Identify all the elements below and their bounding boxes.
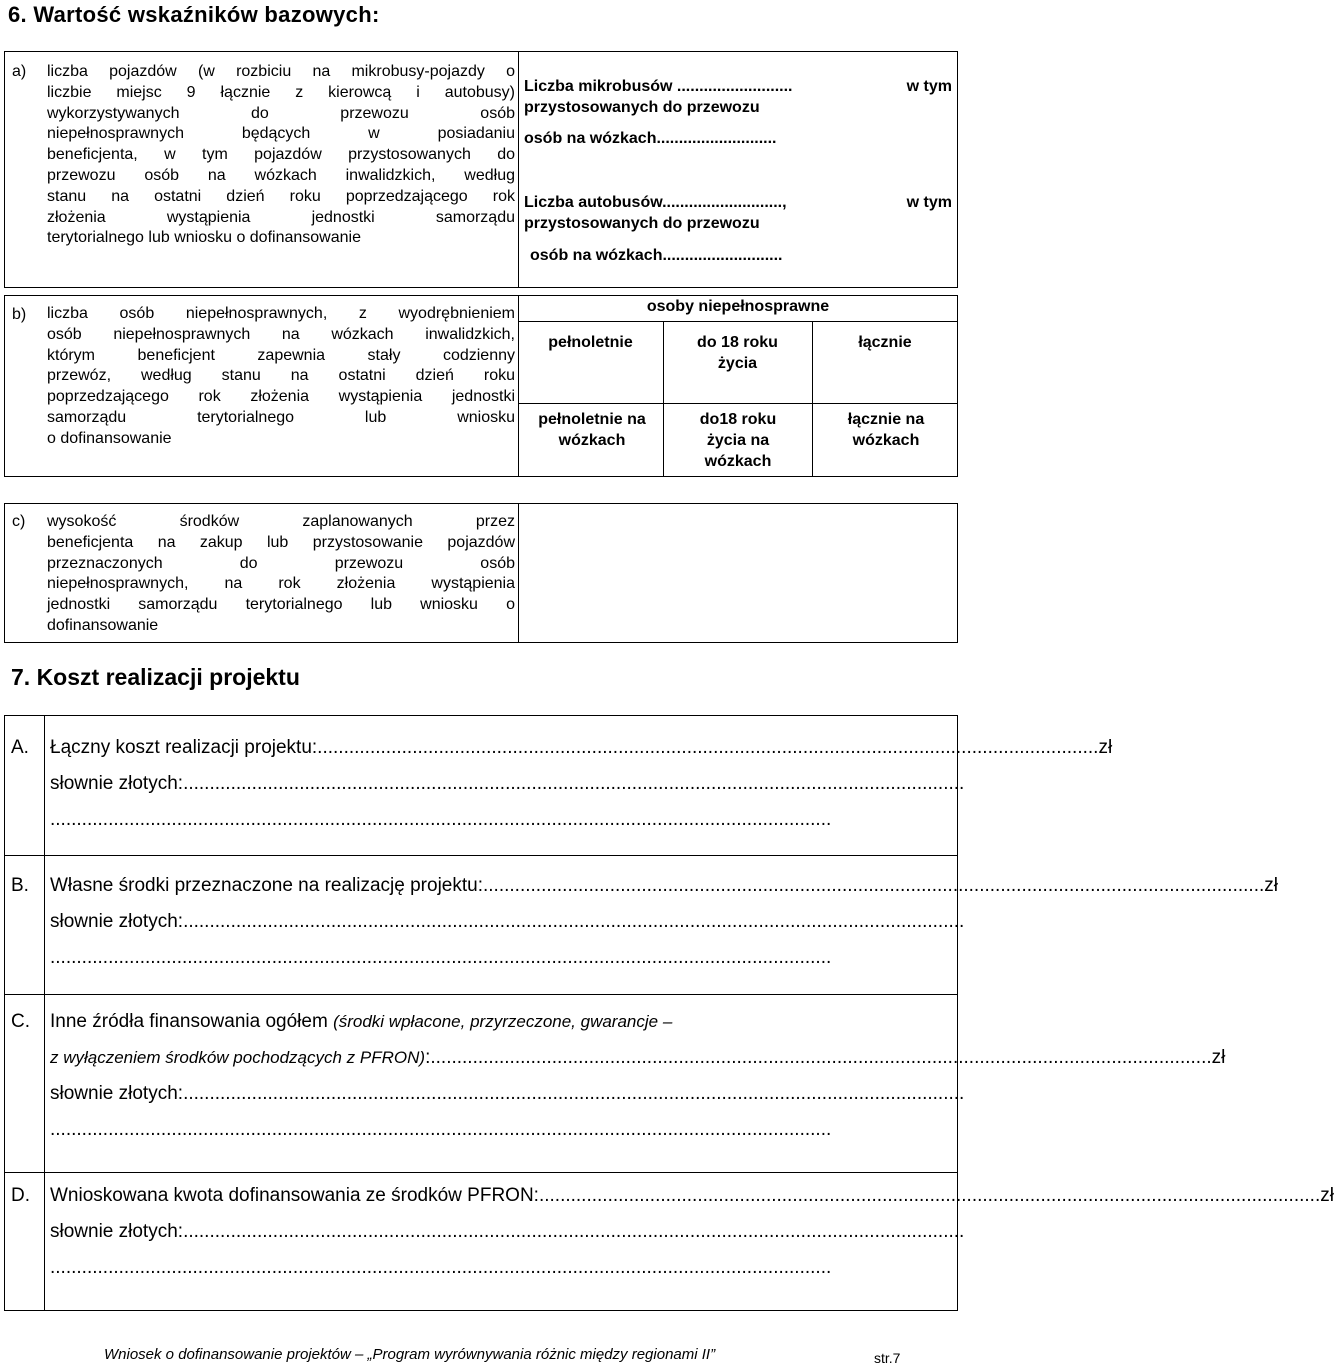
section-a-line: przewozu osób na wózkach inwalidzkich, według [47,166,515,184]
pfron-amount-words-cont[interactable] [50,1250,946,1286]
other-sources-words-dots-2: .................................................................................................................................................... [50,1119,832,1140]
minibus-adapted-label: przystosowanych do przewozu [524,99,760,116]
section-7-title: 7. Koszt realizacji projektu [11,664,300,690]
minibus-wtym-label: w tym [906,78,952,95]
table-row-divider [518,403,958,404]
row-c-content [50,1004,1226,1148]
section-b-line: liczba osób niepełnosprawnych, z wyodrębnieniem [47,305,515,322]
total-cost-words-field[interactable] [50,766,965,802]
pfron-amount-words-dots-2: .................................................................................................................................................... [50,1257,832,1278]
row-b-content [50,868,1278,976]
section-b-line: samorządu terytorialnego lub wniosku [47,408,515,426]
other-sources-colon: : [425,1047,431,1068]
table-header-underline [518,321,958,322]
section-a-line: stanu na ostatni dzień roku poprzedzającego rok [47,187,515,205]
cell-total-wheelchair[interactable]: łącznie na wózkach [847,411,925,449]
total-cost-words-dots-2: .................................................................................................................................................... [50,809,832,830]
other-sources-label: Inne źródła finansowania ogółem [50,1011,334,1032]
other-sources-note-2: z wyłączeniem środków pochodzących z PFRON) [50,1048,426,1067]
section-b-line: osób niepełnosprawnych na wózkach inwalidzkich, [47,325,515,343]
bus-count-field[interactable] [524,194,952,212]
other-sources-field[interactable] [50,1040,1226,1076]
own-funds-words-field[interactable] [50,904,965,940]
pfron-amount-currency: zł [1320,1185,1334,1206]
section-a-text [47,62,515,249]
letter-d: D. [11,1185,30,1206]
section-7-row-divider [4,1172,958,1173]
footer-text: Wniosek o dofinansowanie projektów – „Program wyrównywania różnic między regionami II” [104,1346,716,1363]
own-funds-dots: .................................................................................................................................................... [483,875,1265,896]
section-7-row-divider [4,994,958,995]
own-funds-label: Własne środki przeznaczone na realizację projektu: [50,875,483,896]
bus-wheelchair-field[interactable]: osób na wózkach........................... [530,247,783,264]
other-sources-words-label: słownie złotych: [50,1083,184,1104]
minibus-count-label: Liczba mikrobusów .......................... [524,78,793,95]
minibus-wheelchair-field[interactable]: osób na wózkach........................... [524,130,777,147]
bus-count-label: Liczba autobusów..........................., [524,194,787,211]
other-sources-currency: zł [1211,1047,1226,1068]
total-cost-label: Łączny koszt realizacji projektu: [50,737,318,758]
other-sources-note-1: (środki wpłacone, przyrzeczone, gwarancje – [333,1012,673,1031]
table-col-divider-1 [663,321,664,477]
total-cost-dots: .................................................................................................................................................... [317,737,1099,758]
section-a-line: beneficjenta, w tym pojazdów przystosowanych do [47,146,515,164]
own-funds-words-dots-2: .................................................................................................................................................... [50,947,832,968]
section-b-line: którym beneficjent zapewnia stały codzienny [47,346,515,364]
section-b-marker: b) [12,306,27,323]
total-cost-words-label: słownie złotych: [50,773,184,794]
section-c-amount-field[interactable] [519,504,957,642]
letter-b: B. [11,875,29,896]
pfron-amount-words-label: słownie złotych: [50,1221,184,1242]
cell-total[interactable]: łącznie [858,334,912,351]
section-a-line: wykorzystywanych do przewozu osób [47,104,515,122]
section-a-line: terytorialnego lub wniosku o dofinansowanie [47,229,361,247]
own-funds-words-cont[interactable] [50,940,946,976]
own-funds-words-label: słownie złotych: [50,911,184,932]
own-funds-field[interactable] [50,868,1278,904]
row-a-content [50,730,1113,838]
section-b-divider [518,295,519,477]
own-funds-words-dots: .................................................................................................................................................... [183,911,965,932]
total-cost-words-dots: .................................................................................................................................................... [183,773,965,794]
section-c-marker: c) [12,513,26,530]
section-7-letter-divider [44,715,45,1311]
cell-under-18-wheelchair[interactable]: do18 roku życia na wózkach [699,411,777,470]
section-b-line: poprzedzającego rok złożenia wystąpienia jednostki [47,388,515,406]
section-7-row-divider [4,855,958,856]
section-a-line: liczbie miejsc 9 łącznie z kierowcą i autobusy) [47,83,515,101]
section-c-line: niepełnosprawnych, na rok złożenia wystąpienia [47,575,515,593]
section-c-line: beneficjenta na zakup lub przystosowanie pojazdów [47,533,515,551]
other-sources-words-cont[interactable] [50,1112,946,1148]
section-b-text [47,304,515,450]
cell-under-18[interactable]: do 18 roku życia [697,334,778,372]
pfron-amount-words-dots: .................................................................................................................................................... [183,1221,965,1242]
other-sources-words-field[interactable] [50,1076,965,1112]
section-a-line: złożenia wystąpienia jednostki samorządu [47,208,515,226]
section-a-line: niepełnosprawnych będących w posiadaniu [47,125,515,143]
section-a-marker: a) [12,63,27,80]
total-cost-currency: zł [1098,737,1113,758]
own-funds-currency: zł [1264,875,1278,896]
other-sources-label-row [50,1004,946,1040]
total-cost-words-cont[interactable] [50,802,946,838]
cell-adults-wheelchair[interactable]: pełnoletnie na wózkach [538,411,646,449]
section-b-line: przewóz, według stanu na ostatni dzień roku [47,367,515,385]
section-6-title: 6. Wartość wskaźników bazowych: [8,2,380,27]
section-b-line: o dofinansowanie [47,429,172,447]
section-c-line: jednostki samorządu terytorialnego lub wniosku o [47,596,515,614]
section-c-text [47,512,515,637]
bus-adapted-label: przystosowanych do przewozu [524,215,760,232]
cell-adults[interactable]: pełnoletnie [548,334,633,351]
section-a-line: liczba pojazdów (w rozbiciu na mikrobusy-pojazdy o [47,63,515,80]
section-c-line: wysokość środków zaplanowanych przez [47,513,515,530]
table-header-disabled-persons: osoby niepełnosprawne [646,298,830,315]
section-c-line: dofinansowanie [47,616,159,634]
other-sources-words-dots: .................................................................................................................................................... [183,1083,965,1104]
section-a-divider [518,51,519,288]
pfron-amount-dots: .................................................................................................................................................... [538,1185,1321,1206]
letter-c: C. [11,1011,30,1032]
letter-a: A. [11,737,29,758]
total-cost-field[interactable] [50,730,1113,766]
row-d-content [50,1178,1334,1286]
pfron-amount-field[interactable] [50,1178,1334,1214]
minibus-count-field[interactable] [524,78,952,96]
bus-wtym-label: w tym [906,194,952,211]
page-number: str.7 [874,1350,901,1366]
pfron-amount-label: Wnioskowana kwota dofinansowania ze środków PFRON: [50,1185,539,1206]
section-c-line: przeznaczonych do przewozu osób [47,554,515,572]
pfron-amount-words-field[interactable] [50,1214,965,1250]
other-sources-dots: .................................................................................................................................................... [430,1047,1212,1068]
